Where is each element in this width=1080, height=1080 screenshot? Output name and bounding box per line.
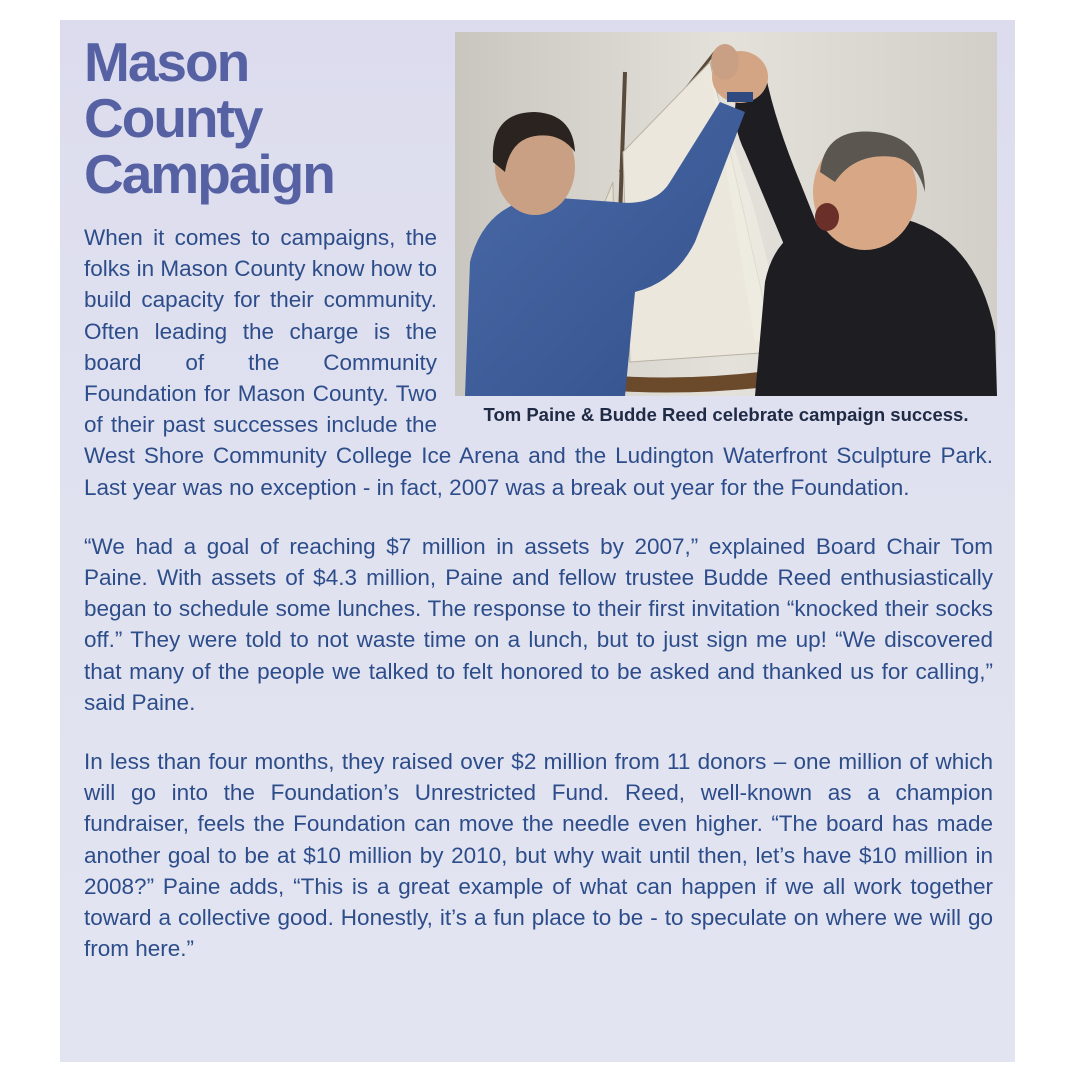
celebration-photo: [455, 32, 997, 396]
paragraph-1: When it comes to campaigns, the folks in Mason County know how to build capacity for their community. Often leading the charge is the board of the Community Foundation for Mason County. Two of their past successes include the West Shore Community College Ice Arena and the Ludington Waterfront Sculpture Park. Last year was no exception - in fact, 2007 was a break out year for the Foundation.: [84, 225, 993, 500]
title-line-2: Campaign: [84, 143, 334, 205]
article-title: [84, 31, 464, 205]
article-panel: [60, 20, 1015, 1062]
paragraph-2: “We had a goal of reaching $7 million in assets by 2007,” explained Board Chair Tom Paine. With assets of $4.3 million, Paine and fellow trustee Budde Reed enthusiastically began to schedule some lunches. The response to their first invitation “knocked their socks off.” They were told to not waste time on a lunch, but to just sign me up! “We discovered that many of the people we talked to felt honored to be asked and thanked us for calling,” said Paine.: [84, 533, 993, 715]
paragraph-3: In less than four months, they raised over $2 million from 11 donors – one million of which will go into the Foundation’s Unrestricted Fund. Reed, well-known as a champion fundraiser, feels the Foundation can move the needle even higher. “The board has made another goal to be at $10 million by 2010, but why wait until then, let’s have $10 million in 2008?” Paine adds, “This is a great example of what can happen if we all work together toward a collective good. Honestly, it’s a fun place to be - to speculate on where we will go from here.”: [84, 749, 993, 962]
photo-block: [455, 32, 997, 426]
title-line-1: Mason County: [84, 31, 262, 149]
photo-caption: Tom Paine & Budde Reed celebrate campaign success.: [483, 404, 969, 425]
